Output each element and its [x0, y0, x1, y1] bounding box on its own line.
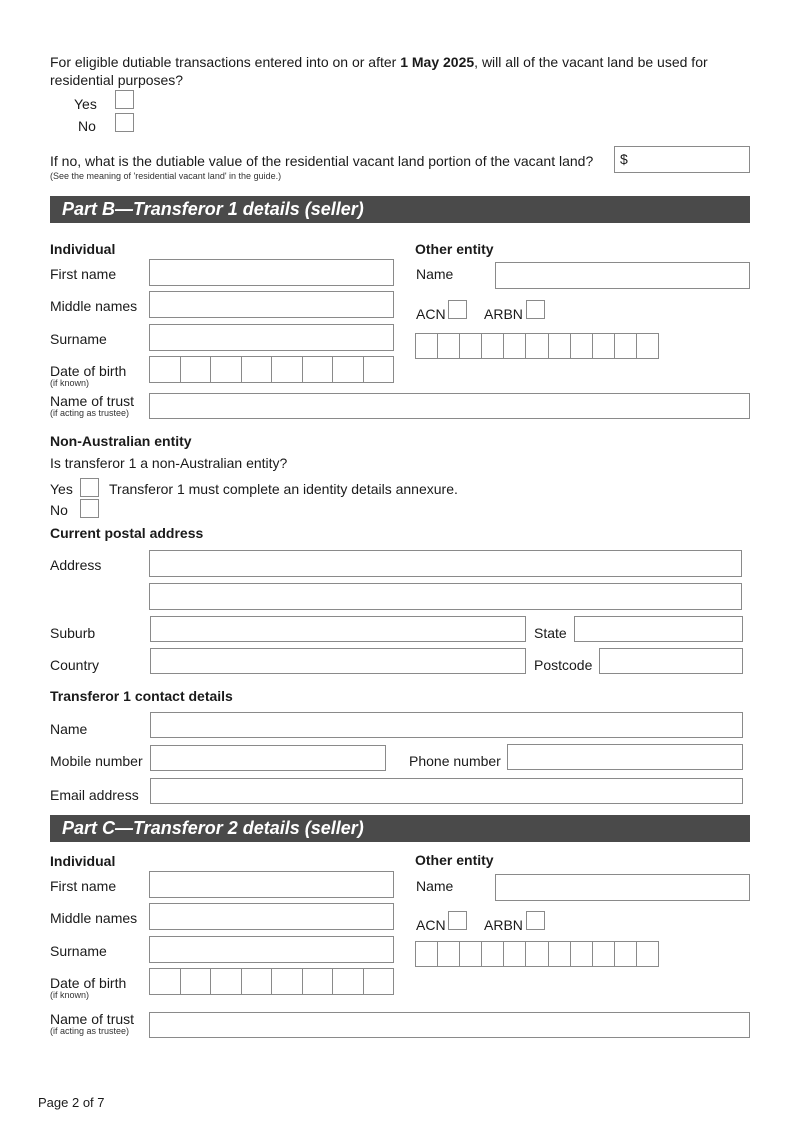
part-c-title: Part C—Transferor 2 details (seller)	[62, 818, 364, 838]
acn-label: ACN	[416, 306, 446, 322]
email-label: Email address	[50, 787, 139, 803]
postal-address-heading: Current postal address	[50, 525, 204, 541]
c-individual-heading: Individual	[50, 853, 116, 869]
annexure-note: Transferor 1 must complete an identity details annexure.	[109, 481, 458, 497]
postcode-label: Postcode	[534, 657, 593, 673]
arbn-checkbox[interactable]	[526, 300, 545, 319]
residential-yes-checkbox[interactable]	[115, 90, 134, 109]
address-line2-input[interactable]	[149, 583, 742, 610]
acn-checkbox[interactable]	[448, 300, 467, 319]
country-input[interactable]	[150, 648, 526, 674]
middle-names-label: Middle names	[50, 298, 138, 314]
page-number: Page 2 of 7	[38, 1095, 105, 1110]
question-text-line2: residential purposes?	[50, 72, 184, 88]
c-middle-names-label: Middle names	[50, 910, 138, 926]
non-aus-no-checkbox[interactable]	[80, 499, 99, 518]
question-date: 1 May 2025	[400, 54, 475, 70]
question-text-end: , will all of the vacant land be used for	[474, 54, 708, 70]
mobile-input[interactable]	[150, 745, 386, 771]
dob-label: Date of birth	[50, 363, 127, 379]
first-name-label: First name	[50, 266, 117, 282]
vacant-land-question	[50, 53, 750, 89]
trust-label: Name of trust	[50, 393, 135, 409]
currency-symbol: $	[620, 151, 628, 167]
c-entity-name-input[interactable]	[495, 874, 750, 901]
c-trust-label: Name of trust	[50, 1011, 135, 1027]
middle-names-input[interactable]	[149, 291, 394, 318]
surname-input[interactable]	[149, 324, 394, 351]
non-aus-yes-label: Yes	[50, 481, 73, 497]
part-b-banner	[50, 196, 750, 223]
entity-name-label: Name	[416, 266, 454, 282]
mobile-label: Mobile number	[50, 753, 143, 769]
first-name-input[interactable]	[149, 259, 394, 286]
c-acn-checkbox[interactable]	[448, 911, 467, 930]
non-aus-no-label: No	[50, 502, 68, 518]
c-acn-label: ACN	[416, 917, 446, 933]
individual-heading: Individual	[50, 241, 116, 257]
acn-number-input[interactable]	[415, 333, 659, 359]
trust-name-input[interactable]	[149, 393, 750, 419]
c-trust-name-input[interactable]	[149, 1012, 750, 1038]
dob-input[interactable]	[149, 356, 394, 383]
c-acn-number-input[interactable]	[415, 941, 659, 967]
yes-label: Yes	[74, 96, 97, 112]
question-text: For eligible dutiable transactions entered into on or after	[50, 54, 401, 70]
part-c-banner	[50, 815, 750, 842]
email-input[interactable]	[150, 778, 743, 804]
phone-input[interactable]	[507, 744, 743, 770]
suburb-input[interactable]	[150, 616, 526, 642]
suburb-label: Suburb	[50, 625, 96, 641]
c-surname-label: Surname	[50, 943, 107, 959]
entity-name-input[interactable]	[495, 262, 750, 289]
c-surname-input[interactable]	[149, 936, 394, 963]
c-other-entity-heading: Other entity	[415, 852, 494, 868]
postcode-input[interactable]	[599, 648, 743, 674]
country-label: Country	[50, 657, 100, 673]
dutiable-value-label: If no, what is the dutiable value of the residential vacant land portion of the vacant land?	[50, 153, 594, 169]
trust-note: (if acting as trustee)	[50, 408, 130, 418]
contact-name-label: Name	[50, 721, 88, 737]
phone-label: Phone number	[409, 753, 501, 769]
c-first-name-input[interactable]	[149, 871, 394, 898]
non-aus-yes-checkbox[interactable]	[80, 478, 99, 497]
c-entity-name-label: Name	[416, 878, 454, 894]
other-entity-heading: Other entity	[415, 241, 494, 257]
non-aus-question: Is transferor 1 a non-Australian entity?	[50, 455, 288, 471]
surname-label: Surname	[50, 331, 107, 347]
c-arbn-checkbox[interactable]	[526, 911, 545, 930]
dutiable-value-note: (See the meaning of 'residential vacant land' in the guide.)	[50, 171, 282, 181]
residential-no-checkbox[interactable]	[115, 113, 134, 132]
address-line1-input[interactable]	[149, 550, 742, 577]
c-middle-names-input[interactable]	[149, 903, 394, 930]
state-label: State	[534, 625, 567, 641]
address-label: Address	[50, 557, 102, 573]
c-first-name-label: First name	[50, 878, 117, 894]
state-input[interactable]	[574, 616, 743, 642]
c-arbn-label: ARBN	[484, 917, 523, 933]
c-trust-note: (if acting as trustee)	[50, 1026, 130, 1036]
dob-note: (if known)	[50, 378, 90, 388]
c-dob-note: (if known)	[50, 990, 90, 1000]
arbn-label: ARBN	[484, 306, 523, 322]
c-dob-label: Date of birth	[50, 975, 127, 991]
contact-name-input[interactable]	[150, 712, 743, 738]
dutiable-value-input[interactable]	[614, 146, 750, 173]
contact-heading: Transferor 1 contact details	[50, 688, 233, 704]
part-b-title: Part B—Transferor 1 details (seller)	[62, 199, 364, 219]
c-dob-input[interactable]	[149, 968, 394, 995]
non-aus-heading: Non-Australian entity	[50, 433, 192, 449]
no-label: No	[78, 118, 96, 134]
